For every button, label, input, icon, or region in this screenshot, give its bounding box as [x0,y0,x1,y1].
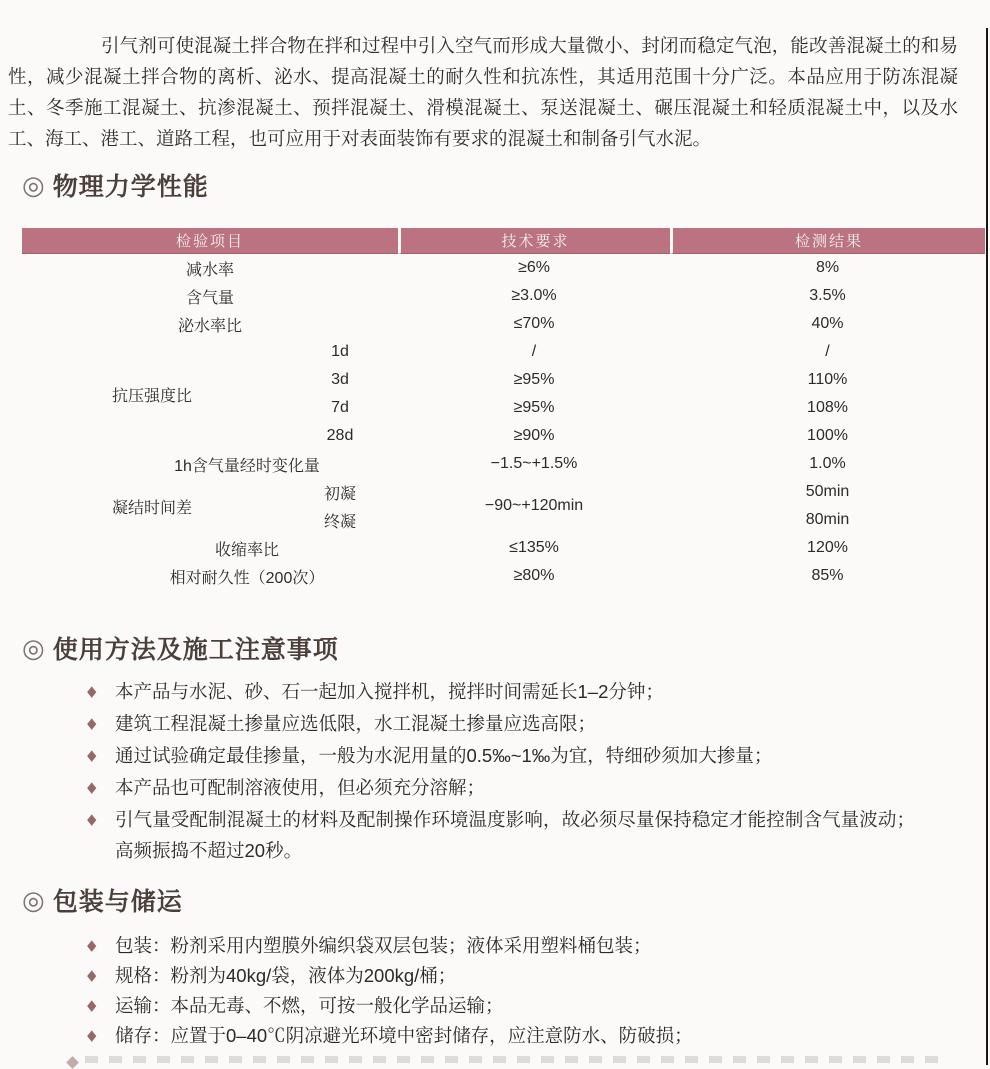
cell-requirement: −90~+120min [484,497,584,514]
col-header-requirement: 技术要求 [398,228,670,254]
table-header-row [22,228,985,254]
cell-result: 3.5% [809,287,846,304]
cell-requirement: ≤70% [513,315,555,332]
spec-table [22,228,985,590]
cell-result: 80min [805,511,850,528]
cell-requirement: ≥6% [518,259,550,276]
list-item [85,772,915,803]
cell-item: 相对耐久性（200次） [169,569,325,587]
cell-subitem: 28d [326,427,354,444]
scan-artifact-line [986,28,988,1065]
cell-item: 1h含气量经时变化量 [174,457,320,475]
col-header-result: 检测结果 [670,228,985,254]
cell-requirement: ≥95% [513,399,555,416]
cell-subitem: 3d [331,371,349,388]
table-row-setting-initial [22,478,985,506]
list-item-text: 本产品与水泥、砂、石一起加入搅拌机，搅拌时间需延长1–2分钟； [115,681,664,702]
cell-item: 泌水率比 [178,317,243,335]
cell-requirement: ≤135% [509,539,559,556]
cell-subitem: 1d [331,343,349,360]
cell-result: 50min [805,483,850,500]
diamond-bullet-icon: ◆ [87,967,97,984]
cell-result: 40% [811,315,844,332]
cell-subitem: 7d [331,399,349,416]
packaging-bullet-list [85,931,915,1051]
table-row-bleeding-ratio [22,310,985,338]
list-item-text: 规格：粉剂为40kg/袋，液体为200kg/桶； [115,965,457,986]
table-row-relative-durability [22,562,985,590]
diamond-bullet-icon: ◆ [87,747,97,764]
section-title: 使用方法及施工注意事项 [52,636,339,664]
list-item-text: 运输：本品无毒、不燃，可按一般化学品运输； [115,995,504,1016]
list-item [85,961,915,990]
cell-subitem: 终凝 [324,513,357,531]
list-item-text: 储存：应置于0–40℃阴凉避光环境中密封储存，应注意防水、防破损； [115,1025,693,1046]
table-row-air-content [22,282,985,310]
cell-item: 收缩率比 [215,541,280,559]
truncated-bottom-line [85,1056,943,1063]
table-row-air-content-change [22,450,985,478]
list-item-text: 建筑工程混凝土掺量应选低限，水工混凝土掺量应选高限； [115,713,597,734]
table-row-strength-1d [22,338,985,366]
diamond-bullet-icon: ◆ [87,715,97,732]
list-item [85,740,915,771]
cell-result: 85% [811,567,844,584]
double-circle-icon: ◎ [22,885,46,915]
list-item [85,931,915,960]
cell-result: 1.0% [809,455,846,472]
list-item-text: 通过试验确定最佳掺量，一般为水泥用量的0.5‰~1‰为宜，特细砂须加大掺量； [115,745,773,766]
list-item [85,676,915,707]
list-item [85,991,915,1020]
section-heading-physical-properties [22,167,209,203]
section-title: 包装与储运 [52,888,183,916]
truncated-bullet-icon [66,1056,79,1069]
list-item [85,804,915,866]
col-header-item: 检验项目 [22,228,398,254]
double-circle-icon: ◎ [22,170,46,200]
double-circle-icon: ◎ [22,633,46,663]
cell-result: 100% [807,427,848,444]
cell-requirement: ≥3.0% [511,287,557,304]
table-row-shrinkage-ratio [22,534,985,562]
usage-bullet-list [85,676,915,867]
cell-result: 108% [807,399,848,416]
diamond-bullet-icon: ◆ [87,937,97,954]
diamond-bullet-icon: ◆ [87,1027,97,1044]
diamond-bullet-icon: ◆ [87,683,97,700]
section-heading-usage-notes [22,630,339,666]
cell-requirement: / [531,343,537,360]
cell-subitem: 初凝 [324,485,357,503]
cell-result: / [825,343,830,360]
cell-requirement: ≥80% [513,567,555,584]
list-item-text: 引气量受配制混凝土的材料及配制操作环境温度影响，故必须尽量保持稳定才能控制含气量波动；高频振捣不超过20秒。 [115,809,915,861]
cell-item-compressive-strength: 抗压强度比 [111,387,192,405]
list-item-text: 本产品也可配制溶液使用，但必须充分溶解； [115,777,486,798]
section-title: 物理力学性能 [52,173,209,201]
cell-result: 120% [807,539,848,556]
list-item [85,708,915,739]
intro-paragraph: 引气剂可使混凝土拌合物在拌和过程中引入空气而形成大量微小、封闭而稳定气泡，能改善混凝土的和易性，减少混凝土拌合物的离析、泌水、提高混凝土的耐久性和抗冻性，其适用范围十分广泛。本品应用于防冻混凝土、冬季施工混凝土、抗渗混凝土、预拌混凝土、滑模混凝土、泵送混凝土、碾压混凝土和轻质混凝土中，以及水工、海工、港工、道路工程，也可应用于对表面装饰有要求的混凝土和制备引气水泥。 [8,35,958,149]
cell-requirement: ≥95% [513,371,555,388]
list-item [85,1021,915,1050]
section-heading-packaging-storage [22,882,183,918]
diamond-bullet-icon: ◆ [87,811,97,828]
cell-item: 含气量 [186,289,235,307]
cell-requirement: ≥90% [513,427,555,444]
cell-result: 110% [807,371,848,388]
cell-item-setting-time: 凝结时间差 [111,499,192,517]
cell-requirement: −1.5~+1.5% [490,455,578,472]
list-item-text: 包装：粉剂采用内塑膜外编织袋双层包装；液体采用塑料桶包装； [115,935,652,956]
diamond-bullet-icon: ◆ [87,997,97,1014]
diamond-bullet-icon: ◆ [87,779,97,796]
table-row-water-reduction [22,254,985,282]
cell-result: 8% [815,259,840,276]
cell-item: 减水率 [186,261,235,279]
